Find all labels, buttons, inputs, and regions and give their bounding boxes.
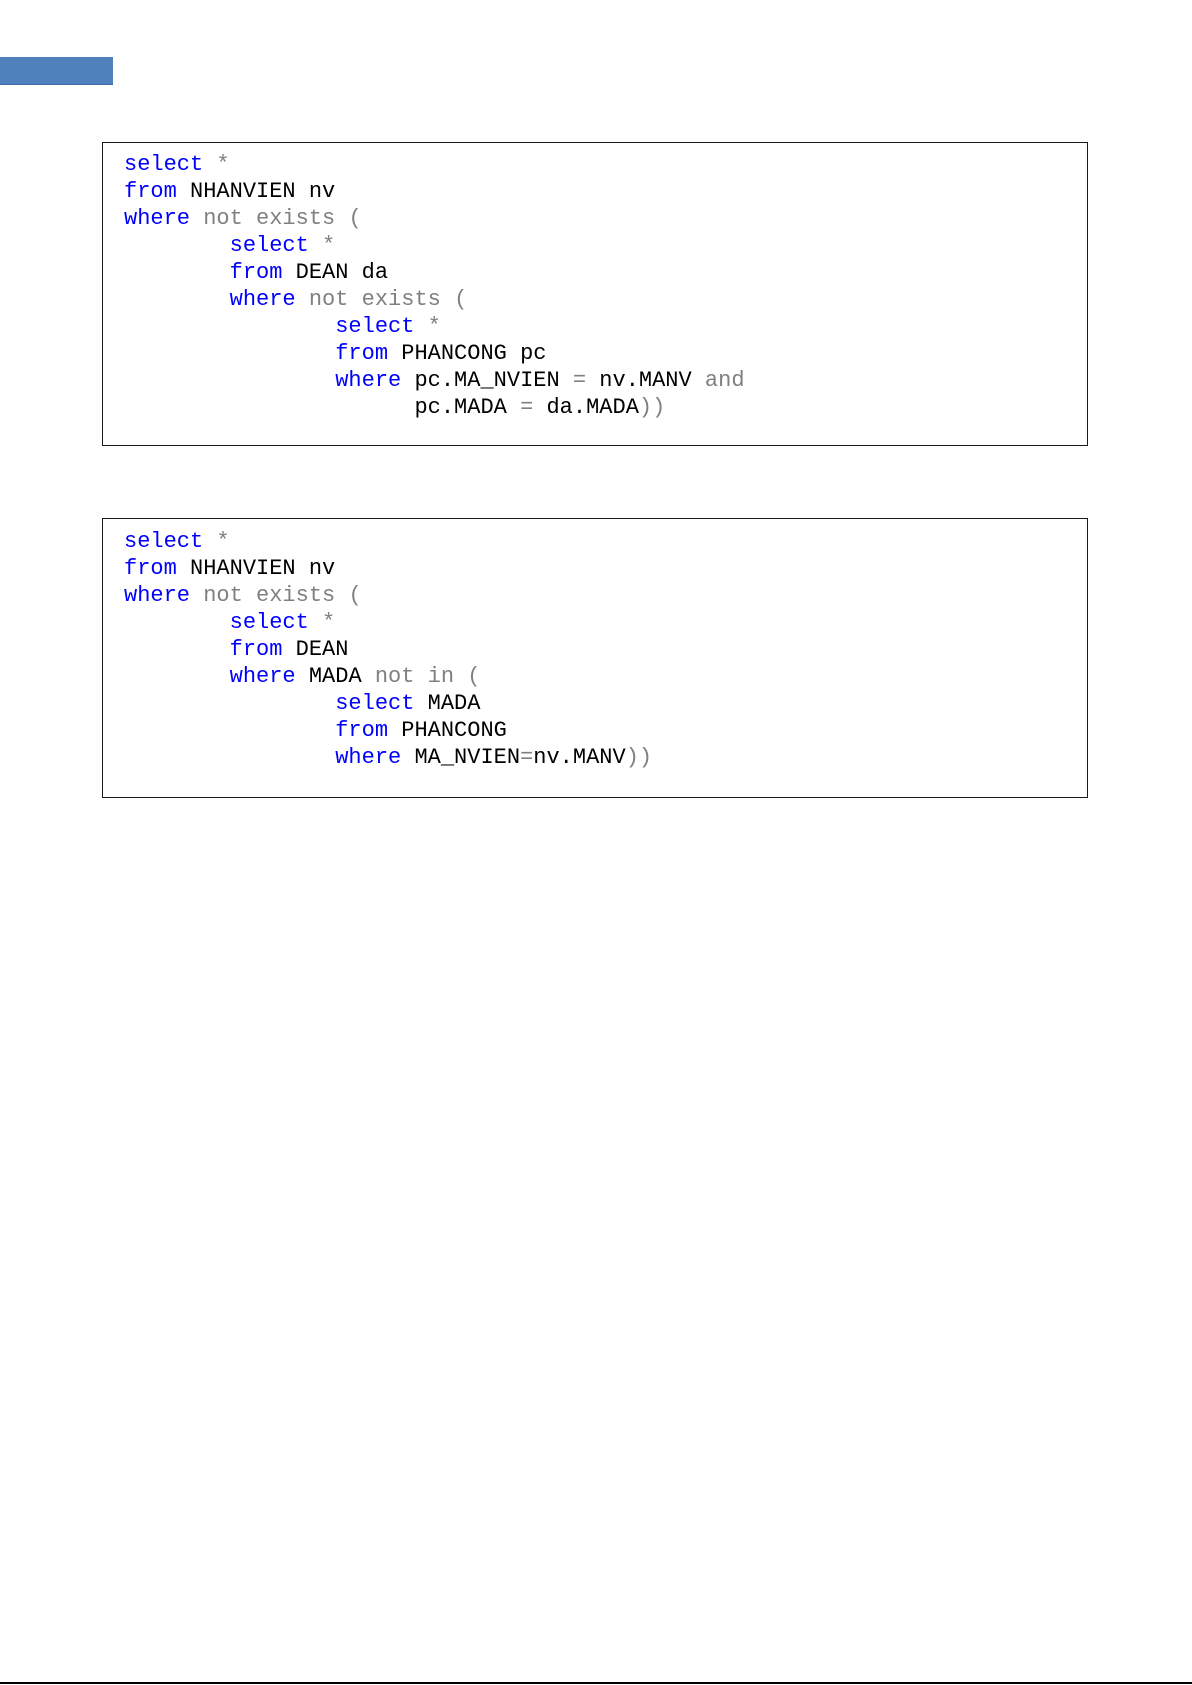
code-line	[124, 340, 745, 367]
sql-operator: not exists (	[295, 287, 468, 312]
code-line	[124, 394, 745, 421]
code-line	[124, 259, 745, 286]
sql-identifier	[124, 314, 335, 339]
code-line	[124, 744, 652, 771]
sql-operator: not exists (	[190, 583, 362, 608]
code-block-not-in	[102, 518, 1088, 798]
code-line	[124, 286, 745, 313]
sql-keyword: from	[335, 718, 389, 743]
sql-identifier: PHANCONG pc	[388, 341, 547, 366]
code-block-not-exists	[102, 142, 1088, 446]
sql-keyword: from	[335, 341, 389, 366]
code-line	[124, 178, 745, 205]
code-line	[124, 717, 652, 744]
sql-operator: *	[414, 314, 441, 339]
sql-identifier: nv.MANV	[533, 745, 626, 770]
code-line	[124, 367, 745, 394]
sql-identifier	[124, 637, 230, 662]
sql-identifier	[124, 691, 335, 716]
sql-identifier	[124, 260, 230, 285]
sql-operator: *	[203, 529, 230, 554]
sql-keyword: where	[124, 583, 191, 608]
sql-identifier: da.MADA	[533, 395, 639, 420]
code-line	[124, 555, 652, 582]
code-line	[124, 663, 652, 690]
page-bottom-rule	[0, 1682, 1192, 1684]
code-line	[124, 636, 652, 663]
sql-keyword: where	[124, 206, 191, 231]
sql-keyword: select	[335, 314, 415, 339]
sql-identifier	[124, 341, 335, 366]
sql-identifier: MA_NVIEN	[401, 745, 521, 770]
sql-keyword: from	[229, 637, 283, 662]
sql-identifier: DEAN	[282, 637, 349, 662]
sql-operator: =	[520, 395, 534, 420]
code-line	[124, 582, 652, 609]
code-line	[124, 232, 745, 259]
sql-operator: *	[308, 610, 336, 635]
sql-keyword: select	[124, 529, 204, 554]
code-line	[124, 528, 652, 555]
sql-identifier: NHANVIEN nv	[176, 179, 336, 204]
sql-keyword: from	[124, 179, 177, 204]
sql-operator: *	[308, 233, 336, 258]
sql-keyword: select	[124, 152, 204, 177]
sql-keyword: where	[229, 287, 296, 312]
sql-keyword: select	[335, 691, 415, 716]
sql-keyword: from	[124, 556, 177, 581]
sql-operator: =	[572, 368, 587, 393]
sql-operator: *	[203, 152, 230, 177]
sql-identifier: PHANCONG	[388, 718, 507, 743]
sql-identifier: pc.MADA	[124, 395, 521, 420]
sql-keyword: where	[229, 664, 296, 689]
sql-operator: ))	[625, 745, 653, 770]
sql-operator: not in (	[374, 664, 481, 689]
sql-keyword: where	[335, 368, 402, 393]
code-line	[124, 151, 745, 178]
sql-identifier	[124, 664, 230, 689]
sql-identifier: nv.MANV	[586, 368, 705, 393]
sql-operator: and	[704, 368, 745, 393]
sql-code	[124, 151, 745, 421]
code-line	[124, 690, 652, 717]
sql-identifier	[124, 287, 230, 312]
sql-identifier: pc.MA_NVIEN	[401, 368, 573, 393]
code-line	[124, 205, 745, 232]
sql-keyword: from	[229, 260, 283, 285]
sql-identifier	[124, 368, 335, 393]
sql-keyword: select	[229, 610, 309, 635]
sql-operator: ))	[638, 395, 666, 420]
sql-keyword: select	[229, 233, 309, 258]
sql-identifier: NHANVIEN nv	[176, 556, 336, 581]
sql-identifier	[124, 718, 335, 743]
sql-operator: not exists (	[190, 206, 362, 231]
sql-identifier	[124, 233, 230, 258]
sql-code	[124, 528, 652, 771]
sql-identifier: DEAN da	[282, 260, 389, 285]
sql-identifier	[124, 610, 230, 635]
code-line	[124, 609, 652, 636]
code-line	[124, 313, 745, 340]
sql-operator: =	[520, 745, 534, 770]
sql-identifier: MADA	[295, 664, 375, 689]
sql-identifier: MADA	[414, 691, 481, 716]
sql-keyword: where	[335, 745, 402, 770]
sql-identifier	[124, 745, 335, 770]
section-header-bar	[0, 57, 113, 85]
